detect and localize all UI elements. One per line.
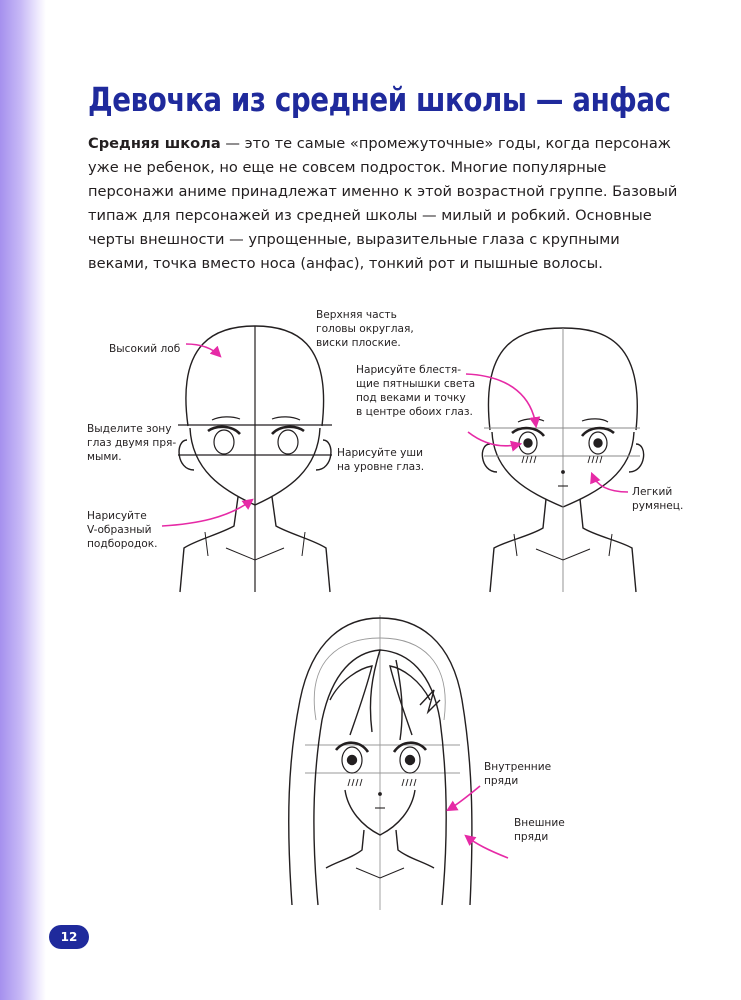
- annotation-arrows: [162, 344, 628, 858]
- label-chin: Нарисуйте V-образный подбородок.: [87, 510, 158, 550]
- label-inner-strands: Внутренние пряди: [484, 761, 552, 787]
- arrow-chin: [162, 500, 252, 526]
- arrow-inner-strands: [448, 786, 480, 810]
- head-construction-sketch: [178, 326, 332, 592]
- arrow-highlights: [466, 374, 536, 426]
- label-blush: Легкий румянец.: [632, 486, 684, 512]
- label-highlights: Нарисуйте блестя- щие пятнышки света под веками и точку в центре обоих глаз.: [356, 364, 476, 418]
- arrow-high-forehead: [186, 344, 220, 356]
- label-high-forehead: Высокий лоб: [109, 343, 181, 355]
- page-title: Девочка из средней школы — анфас: [88, 80, 671, 119]
- intro-bold-term: Средняя школа: [88, 135, 221, 152]
- label-outer-strands: Внешние пряди: [514, 817, 565, 843]
- label-top-head: Верхняя часть головы округлая, виски плоские.: [316, 309, 414, 349]
- intro-body-text: — это те самые «промежуточные» годы, когда персонаж уже не ребенок, но еще не совсем подросток. Многие популярные персонажи аниме принадлежат именно к этой возрастной группе. Базовый типаж для персонажей из средней школы — милый и робкий. Основные черты внешности — упрощенные, выразительные глаза с крупными веками, точка вместо носа (анфас), тонкий рот и пышные волосы.: [88, 135, 678, 272]
- label-ears: Нарисуйте уши на уровне глаз.: [337, 447, 425, 473]
- head-eyes-sketch: [482, 328, 643, 592]
- label-eye-zone: Выделите зону глаз двумя пря- мыми.: [87, 423, 177, 463]
- head-hair-drawing: [289, 615, 472, 910]
- page-number-badge: 12: [49, 925, 89, 949]
